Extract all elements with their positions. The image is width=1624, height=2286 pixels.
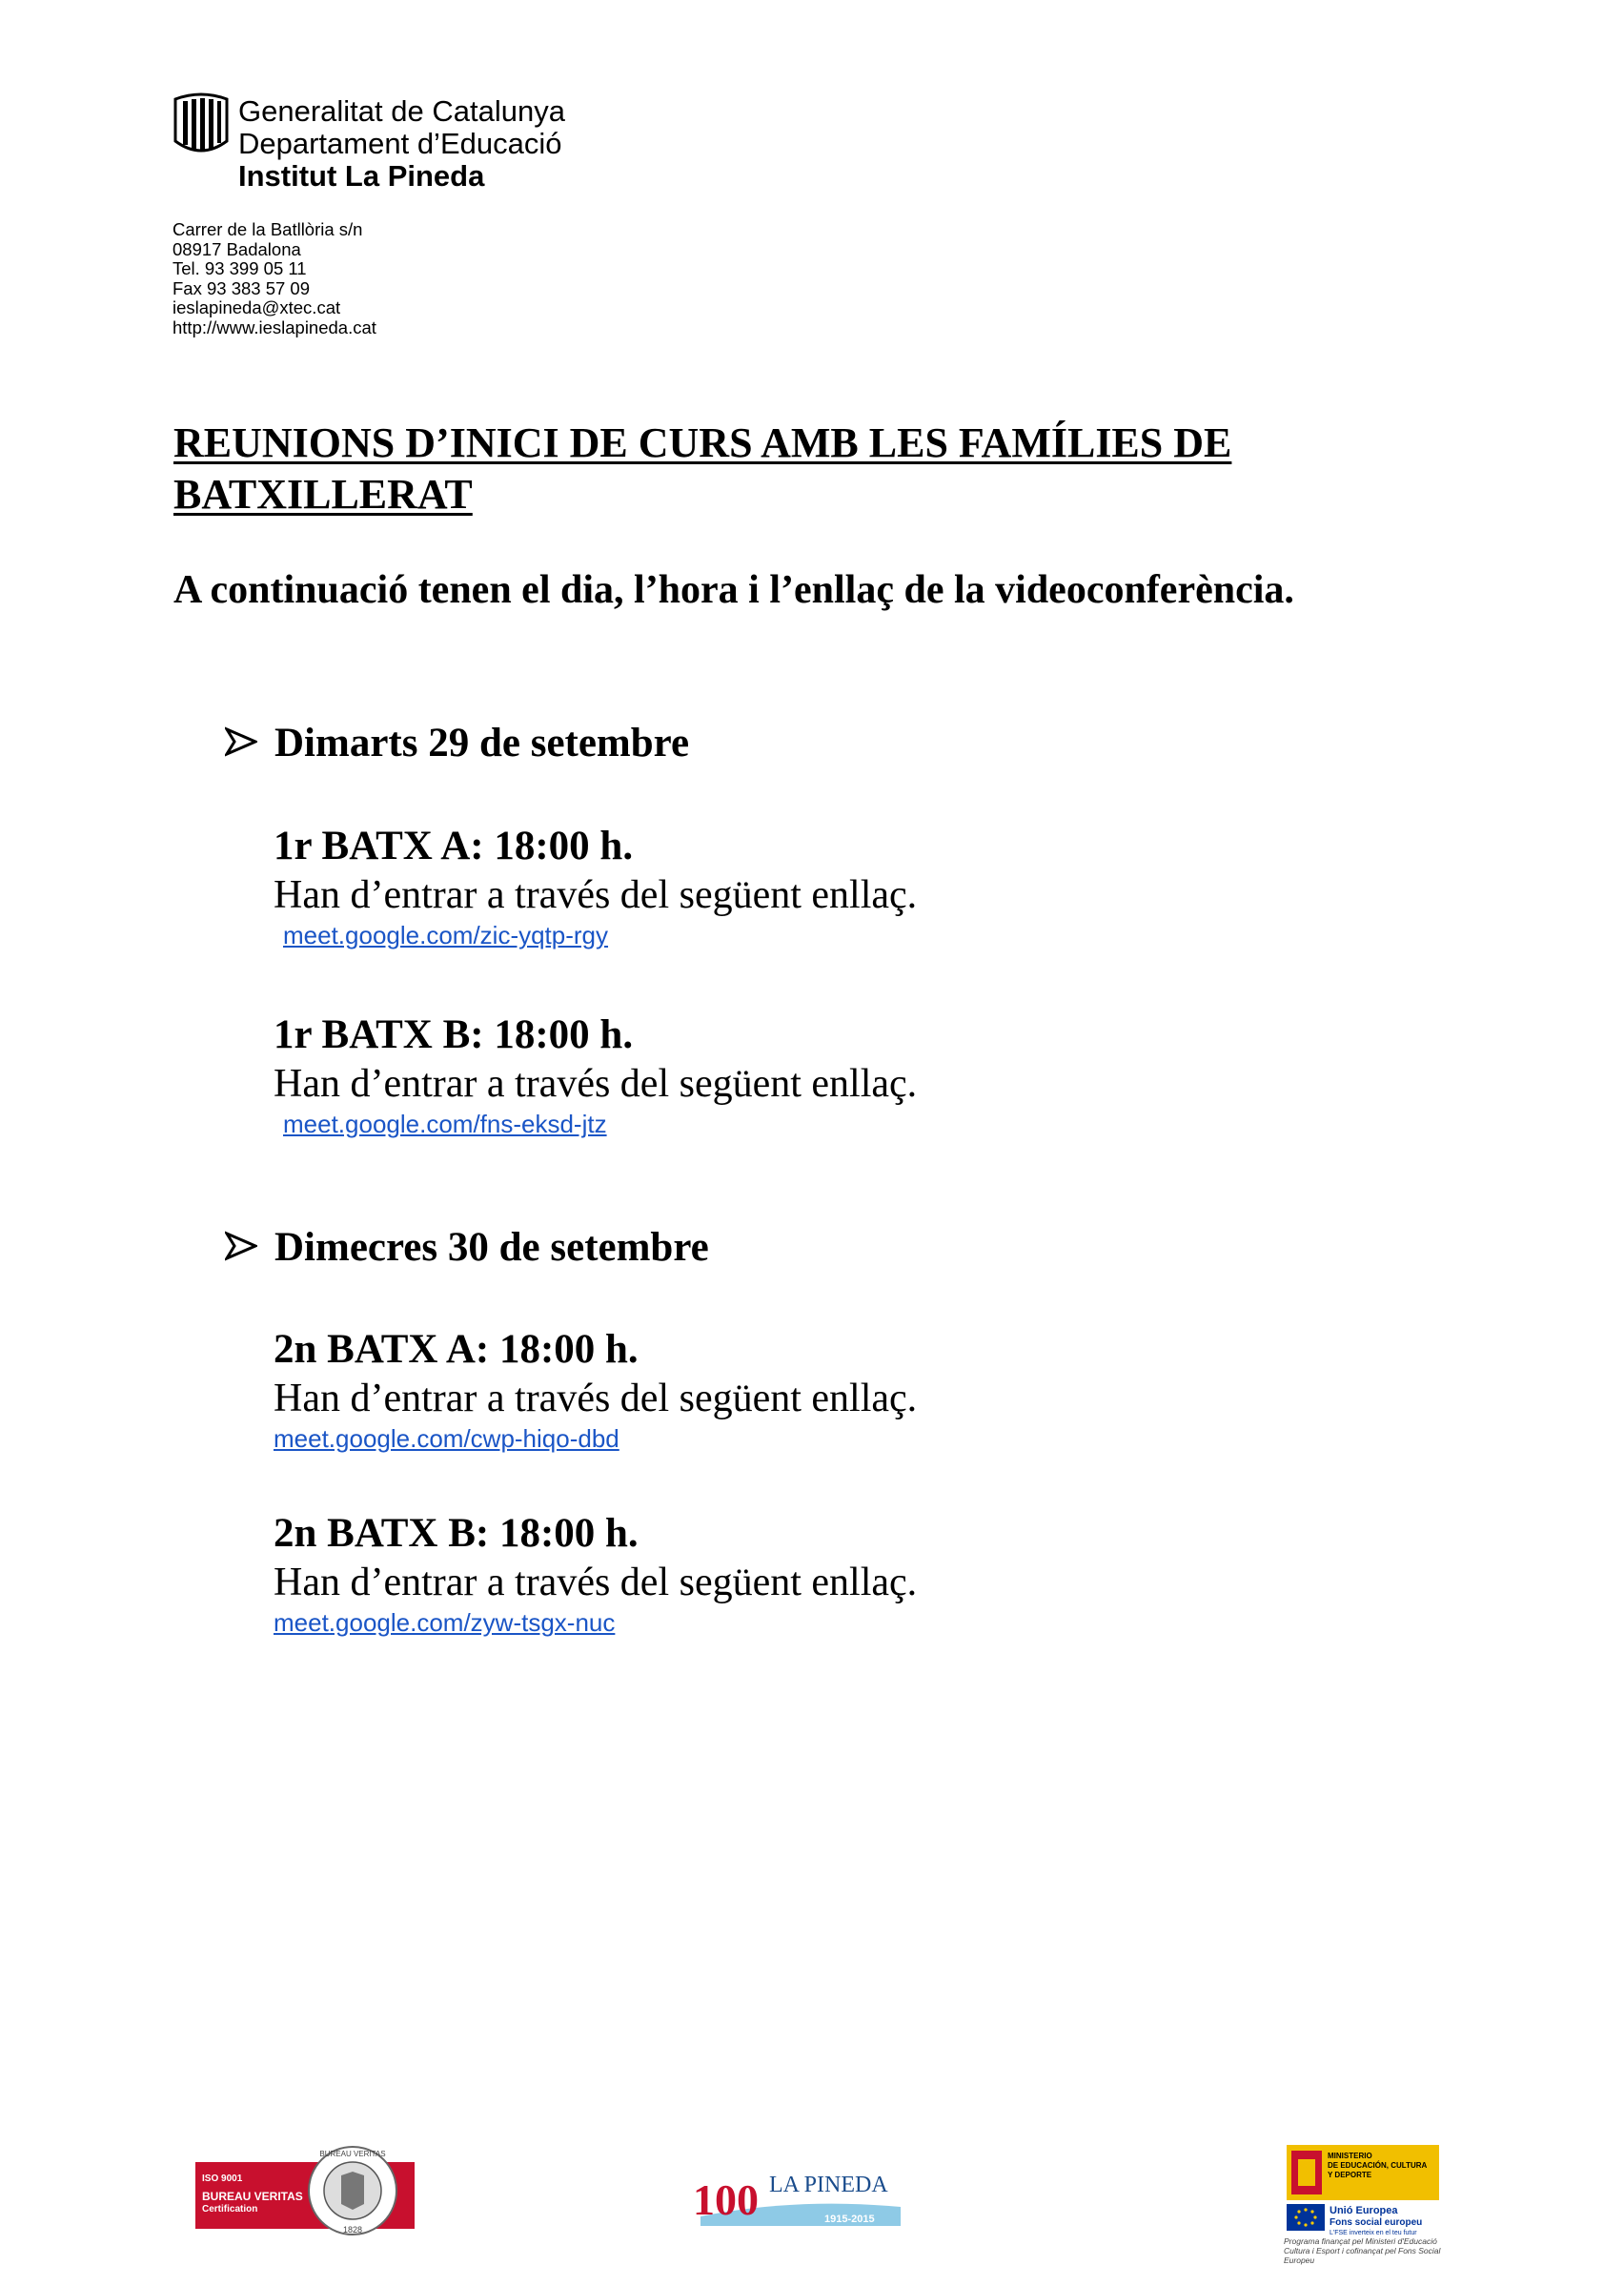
- session-label: 2n BATX B: 18:00 h.: [274, 1511, 639, 1556]
- meet-link[interactable]: meet.google.com/cwp-hiqo-dbd: [274, 1424, 619, 1453]
- svg-text:DE EDUCACIÓN, CULTURA: DE EDUCACIÓN, CULTURA: [1328, 2161, 1428, 2170]
- day-label: Dimarts 29 de setembre: [274, 721, 690, 765]
- meet-link[interactable]: meet.google.com/zyw-tsgx-nuc: [274, 1608, 616, 1637]
- generalitat-logo: [172, 92, 231, 154]
- session-label: 1r BATX A: 18:00 h.: [274, 824, 634, 868]
- svg-text:Certification: Certification: [202, 2204, 258, 2215]
- session-note: Han d’entrar a través del següent enllaç.: [274, 1377, 918, 1420]
- svg-text:1828: 1828: [342, 2225, 363, 2235]
- svg-text:Unió Europea: Unió Europea: [1330, 2205, 1398, 2216]
- session-1r-batx-a: [274, 822, 917, 951]
- bureau-veritas-logo: [191, 2135, 419, 2240]
- svg-text:LA PINEDA: LA PINEDA: [769, 2173, 888, 2197]
- address-city: 08917 Badalona: [173, 238, 301, 259]
- svg-text:BUREAU VERITAS: BUREAU VERITAS: [319, 2150, 386, 2158]
- svg-text:L'FSE inverteix en el teu futu: L'FSE inverteix en el teu futur: [1330, 2230, 1417, 2236]
- session-label: 2n BATX A: 18:00 h.: [274, 1327, 639, 1372]
- address-phone: Tel. 93 399 05 11: [173, 258, 307, 278]
- session-2n-batx-b: [274, 1509, 917, 1639]
- arrow-bullet-icon: [225, 1226, 274, 1258]
- address-email: ieslapineda@xtec.cat: [173, 297, 341, 317]
- svg-text:Y DEPORTE: Y DEPORTE: [1328, 2171, 1372, 2179]
- arrow-bullet-icon: [225, 722, 274, 754]
- svg-text:100: 100: [693, 2175, 759, 2224]
- session-note: Han d’entrar a través del següent enllaç.: [274, 1062, 918, 1106]
- page-title: REUNIONS D’INICI DE CURS AMB LES FAMÍLIES DE BATXILLERAT: [173, 419, 1232, 518]
- session-1r-batx-b: [274, 1010, 917, 1140]
- svg-text:BUREAU VERITAS: BUREAU VERITAS: [202, 2190, 303, 2203]
- eu-funding-caption: Programa finançat pel Ministeri d'Educació Cultura i Esport i cofinançat pel Fons Social Europeu: [1284, 2236, 1441, 2265]
- meet-link[interactable]: meet.google.com/zic-yqtp-rgy: [283, 921, 609, 949]
- address-website: http://www.ieslapineda.cat: [173, 316, 376, 337]
- org-line-2: Departament d’Educació: [238, 127, 562, 160]
- session-note: Han d’entrar a través del següent enllaç.: [274, 873, 918, 917]
- la-pineda-100-years-logo: [691, 2159, 910, 2231]
- svg-text:MINISTERIO: MINISTERIO: [1328, 2152, 1372, 2160]
- session-note: Han d’entrar a través del següent enllaç.: [274, 1561, 918, 1604]
- address-block: [173, 220, 376, 337]
- organization-name: [238, 95, 565, 193]
- org-line-1: Generalitat de Catalunya: [238, 94, 565, 128]
- svg-text:Fons social europeu: Fons social europeu: [1330, 2217, 1423, 2228]
- session-2n-batx-a: [274, 1325, 917, 1455]
- svg-text:ISO 9001: ISO 9001: [202, 2174, 243, 2184]
- intro-text: A continuació tenen el dia, l’hora i l’enllaç de la videoconferència.: [173, 568, 1294, 612]
- session-label: 1r BATX B: 18:00 h.: [274, 1012, 634, 1057]
- day-label: Dimecres 30 de setembre: [274, 1225, 709, 1270]
- svg-text:1915-2015: 1915-2015: [824, 2214, 875, 2225]
- address-fax: Fax 93 383 57 09: [173, 277, 310, 298]
- address-street: Carrer de la Batllòria s/n: [173, 219, 363, 239]
- meet-link[interactable]: meet.google.com/fns-eksd-jtz: [283, 1110, 607, 1138]
- day-heading-1: [225, 720, 689, 766]
- day-heading-2: [225, 1224, 709, 1271]
- institute-name: Institut La Pineda: [238, 159, 485, 193]
